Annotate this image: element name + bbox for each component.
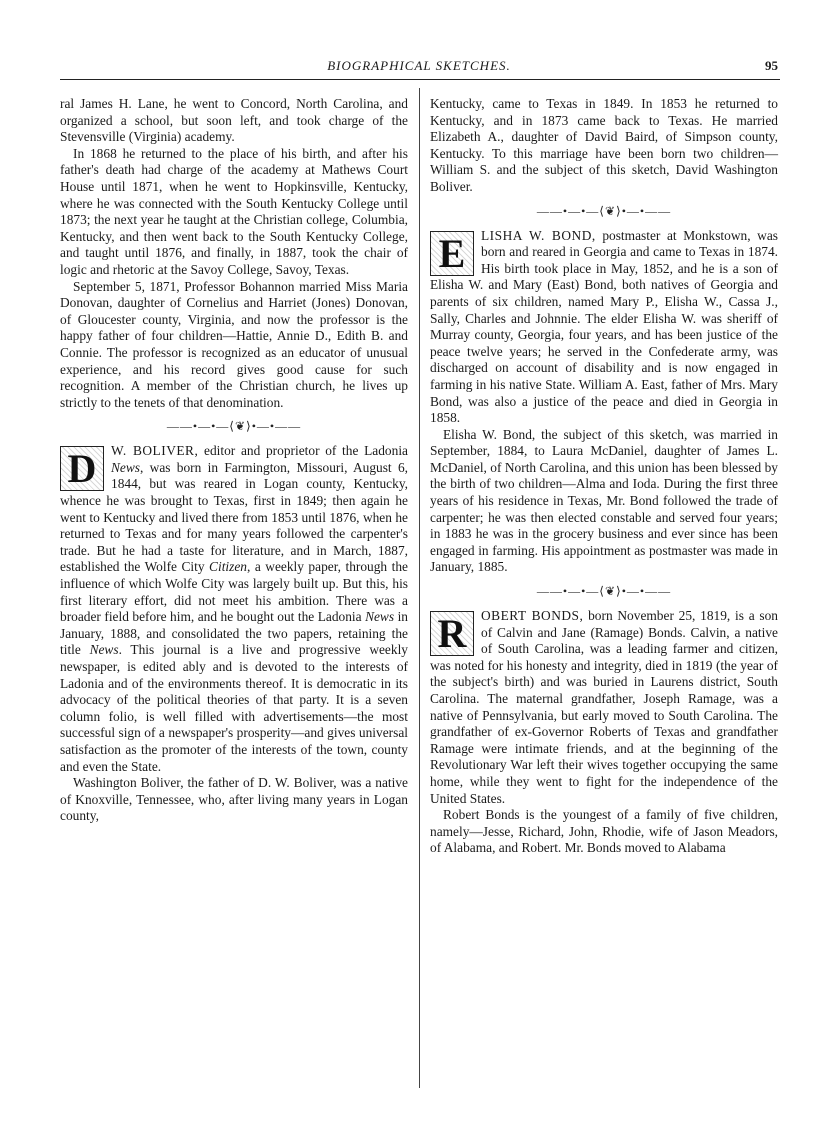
header-rule [60,79,780,80]
section-ornament: ——•—•—⟨❦⟩•—•—— [536,584,672,599]
bio-lead-name: W. BOLIVER, [111,443,199,459]
section-ornament: ——•—•—⟨❦⟩•—•—— [166,419,302,434]
bio-lead-name: LISHA W. BOND, [481,227,596,243]
bio-lead-name: OBERT BONDS, [481,608,584,624]
drop-cap-r: R [430,611,474,656]
drop-cap-d: D [60,446,104,491]
right-column [430,96,778,857]
bio-boliver-paragraph: D W. BOLIVER, editor and proprietor of the Ladonia News, was born in Farmington, Missouri, August 6, 1844, but was reared in Logan county, Kentucky, whence he was brought to Texas, first in 1849; then again he went to Kentucky and lived there from 1853 until 1876, when he returned to Texas and for many years followed the carpenter's trade. But he had a taste for literature, and in March, 1887, established the Wolfe City Citizen, a weekly paper, through the influence of which Wolfe City was largely built up. But this, his first literary effort, did not meet his ambition. There was a broader field before him, and he bought out the Ladonia News in January, 1888, and consolidated the two papers, retaining the title News. This journal is a live and progressive weekly newspaper, is edited ably and is devoted to the interests of Ladonia and of the environments thereof. It is democratic in its advocacy of the political theories of that party. It is a seven column folio, is well filled with advertisements—the most successful sign of a newspaper's prosperity—and gives universal satisfaction as the promoter of the interests of the town, county and even the State. [60,443,408,774]
paragraph: In 1868 he returned to the place of his birth, and after his father's death had charge of the academy at Mathews Court House until 1871, when he went to Hopkinsville, Kentucky, where he was connected with the South Kentucky College until 1873; the next year he taught at the Christian college, Columbia, Kentucky, and then went back to the South Kentucky College, and taught until 1876, and finally, in 1887, took the chair of logic and rhetoric at the Savoy College, Savoy, Texas. [60,145,408,277]
bio-bonds-paragraph: R OBERT BONDS, born November 25, 1819, is a son of Calvin and Jane (Ramage) Bonds. Calvin, a native of South Carolina, was a leading farmer and citizen, was noted for his honesty and integrity, died in 1819 (the year of the subject's birth) and was buried in Laurens district, South Carolina. The maternal grandfather, Joseph Ramage, was a native of Pennsylvania, but early moved to South Carolina. The grandfather of ex-Governor Roberts of Texas and grandfather Ramage were intimate friends, and at the beginning of the Revolutionary War left their wives together occupying the same home, while they went to fight for the independence of the United States. [430,608,778,806]
paragraph: ral James H. Lane, he went to Concord, North Carolina, and organized a school, but soon left, and took charge of the Stevensville (Virginia) academy. [60,96,408,145]
page-number: 95 [765,58,778,73]
left-column [60,96,408,825]
section-ornament: ——•—•—⟨❦⟩•—•—— [536,203,672,218]
column-divider [419,88,420,1088]
paragraph: Robert Bonds is the youngest of a family of five children, namely—Jesse, Richard, John, Rhodie, wife of Jason Meadors, of Alabama, and Robert. Mr. Bonds moved to Alabama [430,807,778,856]
paragraph: September 5, 1871, Professor Bohannon married Miss Maria Donovan, daughter of Cornelius and Harriet (Jones) Donovan, of Gloucester county, Virginia, and now the professor is the happy father of four children—Hattie, Annie D., Edith B. and Connie. The professor is recognized as an educator of unusual experience, and his record gives good cause for such recognition. A member of the Christian church, he lives up strictly to the tenets of that denomination. [60,278,408,410]
page-header [60,58,778,76]
paragraph: Kentucky, came to Texas in 1849. In 1853 he returned to Kentucky, and in 1873 came back to Texas. He married Elizabeth A., daughter of David Baird, of Simpson county, Kentucky. To this marriage have been born two children—William S. and the subject of this sketch, David Washington Boliver. [430,96,778,194]
running-title: BIOGRAPHICAL SKETCHES. [327,58,511,73]
bio-bond-paragraph: E LISHA W. BOND, postmaster at Monkstown, was born and reared in Georgia and came to Texas in 1874. His birth took place in May, 1852, and he is a son of Elisha W. and Mary (East) Bond, both natives of Georgia and parents of six children, named Mary P., Elisha W., Cassa J., Sally, Charles and Johnnie. The elder Elisha W. was sheriff of Murray county, Georgia, four years, and has been justice of the peace twelve years; he served in the Confederate army, was discharged on account of disability and is now engaged in farming in his native State. William A. East, father of Mrs. Mary Bond, was also a justice of the peace and died in Georgia in 1858. [430,227,778,426]
paragraph: Elisha W. Bond, the subject of this sketch, was married in September, 1884, to Laura McDaniel, daughter of James L. McDaniel, of North Carolina, and this union has been blessed by the birth of two children—Alma and Ioda. During the first three years of his residence in Texas, Mr. Bond followed the trade of carpenter; he was then elected constable and served four years; in 1883 he was in the grocery business and ever since has been engaged in farming. His appointment as postmaster was made in January, 1885. [430,426,778,575]
drop-cap-e: E [430,231,474,276]
paragraph: Washington Boliver, the father of D. W. Boliver, was a native of Knoxville, Tennessee, who, after living many years in Logan county, [60,775,408,824]
